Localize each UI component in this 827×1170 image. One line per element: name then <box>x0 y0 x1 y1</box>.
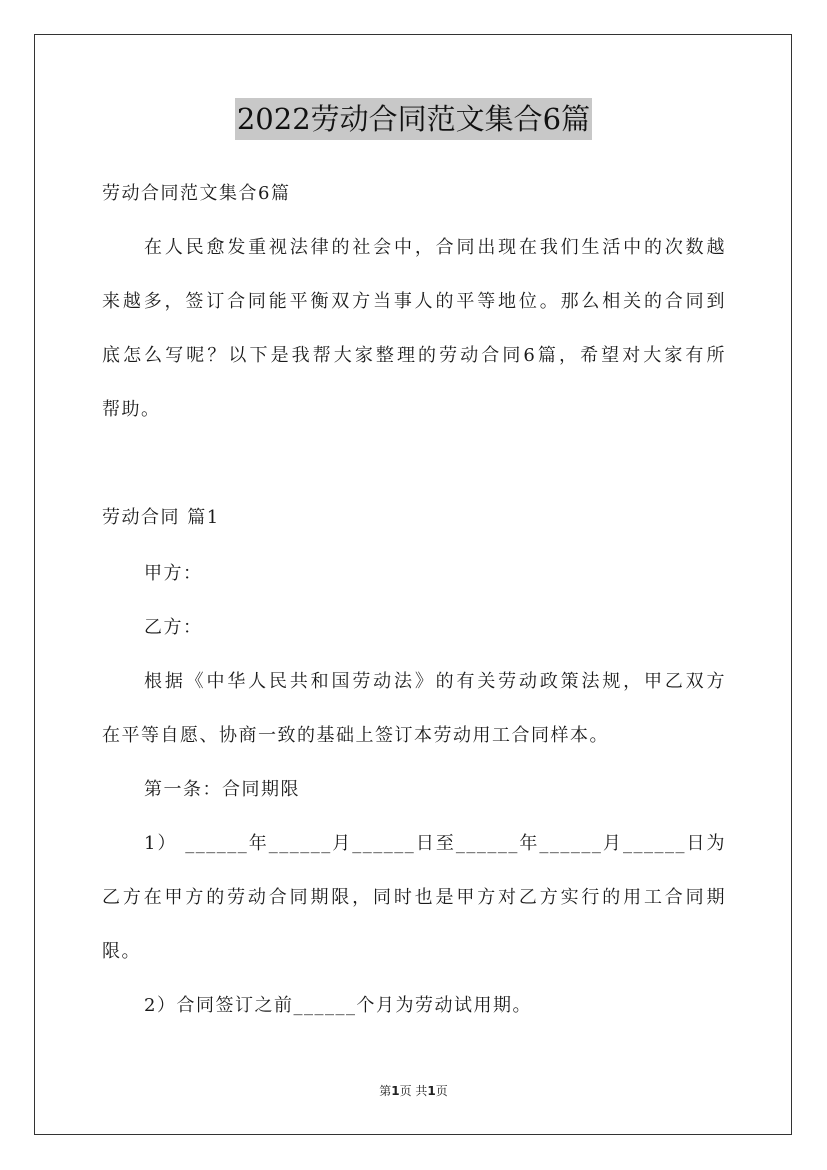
document-title: 2022劳动合同范文集合6篇 <box>235 98 592 140</box>
footer-page-prefix: 第 <box>379 1084 392 1098</box>
intro-line-3: 底怎么写呢？以下是我帮大家整理的劳动合同6篇，希望对大家有所 <box>102 345 726 366</box>
intro-line-2: 来越多，签订合同能平衡双方当事人的平等地位。那么相关的合同到 <box>102 291 726 312</box>
party-a-label: 甲方： <box>144 563 203 584</box>
intro-line-4: 帮助。 <box>102 399 161 420</box>
clause-1-line-3: 限。 <box>102 941 141 962</box>
basis-line-2: 在平等自愿、协商一致的基础上签订本劳动用工合同样本。 <box>102 725 609 746</box>
clause-1-line-1: 1） ______年______月______日至______年______月______日为 <box>144 833 726 854</box>
section-heading: 劳动合同 篇1 <box>102 507 220 528</box>
footer-page-suffix: 页 <box>435 1084 448 1098</box>
intro-line-1: 在人民愈发重视法律的社会中，合同出现在我们生活中的次数越 <box>144 237 726 258</box>
party-b-label: 乙方： <box>144 617 203 638</box>
page-footer <box>0 1082 827 1099</box>
title-container <box>0 98 827 140</box>
clause-2: 2）合同签订之前______个月为劳动试用期。 <box>144 995 532 1016</box>
document-subtitle: 劳动合同范文集合6篇 <box>102 183 291 204</box>
basis-line-1: 根据《中华人民共和国劳动法》的有关劳动政策法规，甲乙双方 <box>144 671 726 692</box>
footer-page-total: 1 <box>427 1084 436 1098</box>
footer-page-current: 1 <box>391 1084 400 1098</box>
article-1-heading: 第一条：合同期限 <box>144 779 300 800</box>
footer-page-mid: 页 共 <box>399 1084 428 1098</box>
clause-1-line-2: 乙方在甲方的劳动合同期限，同时也是甲方对乙方实行的用工合同期 <box>102 887 726 908</box>
